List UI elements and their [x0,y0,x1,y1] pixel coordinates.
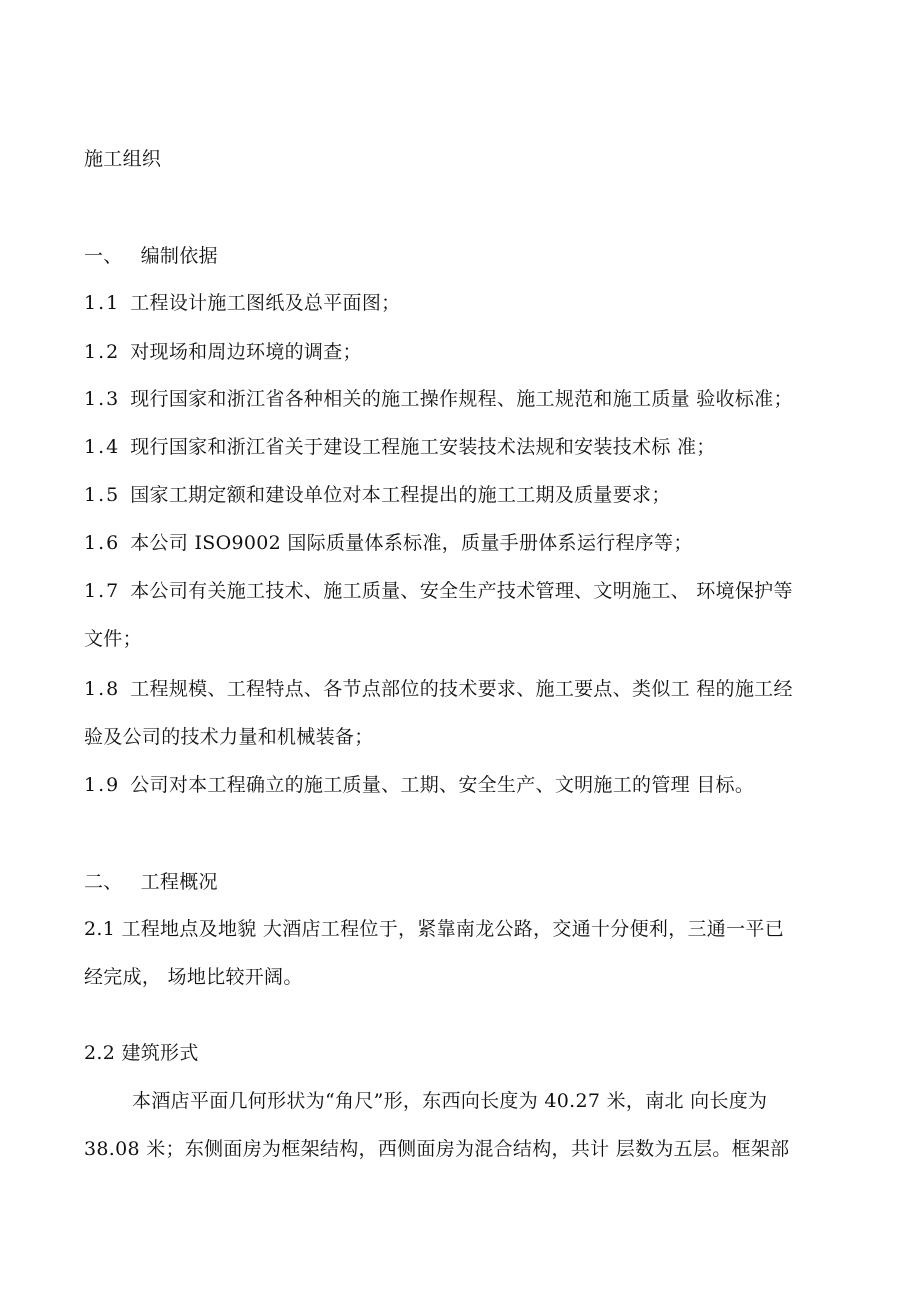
section-2-title: 工程概况 [140,871,218,893]
paragraph-2-2-line-2: 38.08 米；东侧面房为框架结构，西侧面房为混合结构，共计 层数为五层。框架部 [84,1138,790,1160]
section-2-number: 二、 [84,871,123,893]
item-text: 本公司有关施工技术、施工质量、安全生产技术管理、文明施工、 环境保护等 [130,580,793,602]
item-number: 1.5 [84,484,121,506]
section-1-number: 一、 [84,245,123,267]
paragraph-2-1-line-1: 2.1 工程地点及地貌 大酒店工程位于，紧靠南龙公路，交通十分便利，三通一平已 [84,918,784,940]
list-item [84,340,834,364]
item-number: 1.2 [84,341,121,363]
subsection-2-2-heading: 2.2 建筑形式 [84,1042,199,1064]
item-number: 1.6 [84,532,121,554]
list-item [84,773,834,797]
item-text: 现行国家和浙江省关于建设工程施工安装技术法规和安装技术标 准； [130,436,716,458]
section-1-title: 编制依据 [140,245,218,267]
item-text: 现行国家和浙江省各种相关的施工操作规程、施工规范和施工质量 验收标准； [130,388,793,410]
paragraph-2-1-line-2: 经完成， 场地比较开阔。 [84,966,303,988]
item-text: 对现场和周边环境的调查； [130,341,362,363]
item-number: 1.8 [84,678,121,700]
item-text: 工程设计施工图纸及总平面图； [130,292,401,314]
item-number: 1.7 [84,580,121,602]
item-text: 国家工期定额和建设单位对本工程提出的施工工期及质量要求； [130,484,671,506]
list-item [84,483,834,507]
item-text: 工程规模、工程特点、各节点部位的技术要求、施工要点、类似工 程的施工经 [130,678,793,700]
item-text: 公司对本工程确立的施工质量、工期、安全生产、文明施工的管理 目标。 [130,774,755,796]
list-item [84,531,834,555]
item-number: 1.1 [84,292,121,314]
paragraph-2-2-line-1: 本酒店平面几何形状为“角尺”形，东西向长度为 40.27 米，南北 向长度为 [132,1090,768,1112]
list-item [84,435,834,459]
item-number: 1.9 [84,774,121,796]
item-number: 1.3 [84,388,121,410]
section-1-heading [84,244,834,268]
list-item-continuation: 验及公司的技术力量和机械装备； [84,726,374,748]
list-item [84,677,834,701]
list-item [84,579,834,603]
item-number: 1.4 [84,436,121,458]
item-text: 本公司 ISO9002 国际质量体系标准，质量手册体系运行程序等； [130,532,693,554]
list-item-continuation: 文件； [84,628,142,650]
list-item [84,291,834,315]
list-item [84,387,834,411]
document-title: 施工组织 [84,148,162,170]
section-2-heading [84,870,834,894]
